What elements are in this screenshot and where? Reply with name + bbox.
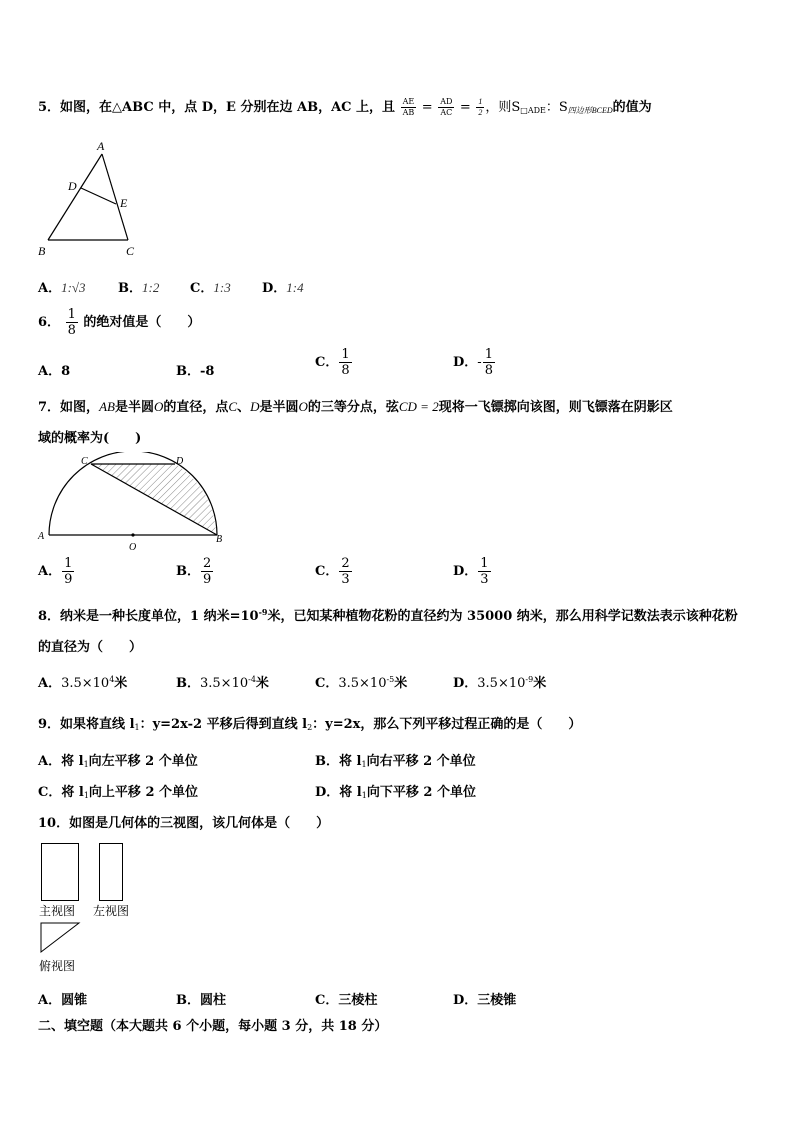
q5-triangle-figure — [36, 140, 146, 262]
q9-option-c[interactable]: C．将 $l_1$向上平移 2 个单位 — [38, 785, 199, 800]
q5-fraction-half: $\frac{1}{2}$ — [478, 97, 483, 117]
q6-option-d[interactable]: D．- $\frac{1}{8}$ — [453, 347, 493, 378]
q10-option-d[interactable]: D．三棱锥 — [453, 993, 517, 1008]
q5-option-a[interactable]: A．1:√3 — [38, 280, 86, 296]
q10-option-c[interactable]: C．三棱柱 — [315, 993, 378, 1008]
q5-label-a: A — [97, 140, 105, 153]
q10-left-view-rect — [99, 843, 123, 901]
q5-segment-de — [81, 188, 116, 204]
q8-option-d[interactable]: D．$3.5\times 10^{-9}$米 — [453, 675, 547, 691]
q7-label-c: C — [81, 456, 88, 467]
q6-option-c[interactable]: C． $\frac{1}{8}$ — [315, 347, 350, 378]
q8-option-a[interactable]: A．$3.5\times 10^4$米 — [38, 675, 128, 691]
q8-stem-line-2: 的直径为（ ） — [38, 640, 143, 655]
q10-option-a[interactable]: A．圆锥 — [38, 993, 88, 1008]
q5-text-1: 如图，在△ABC 中，点 D，E 分别在边 AB，AC 上，且 — [60, 100, 396, 115]
q6-text: 的绝对值是（ ） — [83, 315, 201, 330]
q10-left-view-label: 左视图 — [93, 904, 130, 918]
q5-option-b[interactable]: B．1:2 — [118, 280, 160, 296]
section-2-heading: 二、填空题（本大题共 6 个小题，每小题 3 分，共 18 分） — [38, 1019, 388, 1034]
q5-label-d: D — [68, 179, 77, 193]
q10-front-view-rect — [41, 843, 79, 901]
q5-label-c: C — [126, 244, 135, 258]
q7-option-c[interactable]: C． $\frac{2}{3}$ — [315, 556, 350, 587]
q10-stem: 10．如图是几何体的三视图，该几何体是（ ） — [38, 816, 330, 831]
q8-stem-line-1: 8．纳米是一种长度单位，1 纳米$=10^{-9}$米，已知某种植物花粉的直径约为 35000 纳米，那么用科学记数法表示该种花粉 — [38, 607, 738, 624]
q5-label-e: E — [120, 196, 128, 210]
q5-colon: ：S — [545, 100, 568, 115]
q5-fraction-ad-ac: $\frac{AD}{AC}$ — [440, 97, 453, 117]
q5-label-b: B — [38, 244, 46, 258]
q10-top-view-label: 俯视图 — [39, 959, 76, 973]
q6-number: 6． — [38, 315, 61, 330]
q8-option-b[interactable]: B．$3.5\times 10^{-4}$米 — [176, 675, 269, 691]
q7-option-b[interactable]: B． $\frac{2}{9}$ — [176, 556, 212, 587]
q7-semicircle-figure — [36, 452, 228, 552]
q7-stem-line-1: 7．如图，AB是半圆O的直径，点C、D是半圆O的三等分点，弦CD = 2现将一飞镖掷向该图，则飞镖落在阴影区 — [38, 399, 673, 415]
q5-option-c[interactable]: C．1:3 — [190, 280, 231, 296]
q7-label-a: A — [38, 531, 45, 542]
q7-option-d[interactable]: D． $\frac{1}{3}$ — [453, 556, 489, 587]
q5-number: 5． — [38, 100, 61, 115]
q5-option-d[interactable]: D．1:4 — [262, 280, 304, 296]
q6-fraction: $\frac{1}{8}$ — [67, 307, 76, 338]
q5-equals-1: = — [421, 100, 433, 115]
q5-side-ab — [48, 154, 102, 240]
q8-option-c[interactable]: C．$3.5\times 10^{-5}$米 — [315, 675, 408, 691]
q6-stem — [38, 308, 200, 337]
q9-option-d[interactable]: D．将 $l_1$向下平移 2 个单位 — [315, 785, 476, 800]
q10-front-view-label: 主视图 — [39, 904, 76, 918]
q5-text-2: ，则S — [485, 100, 521, 115]
q7-stem-line-2: 域的概率为( ) — [38, 431, 142, 446]
q7-label-d: D — [176, 456, 184, 467]
q9-option-b[interactable]: B．将 $l_1$向右平移 2 个单位 — [315, 754, 476, 769]
q10-option-b[interactable]: B．圆柱 — [176, 993, 227, 1008]
q9-stem: 9．如果将直线 $l_1$：y=2x-2 平移后得到直线 $l_2$：y=2x，那么下列平移过程正确的是（ ） — [38, 717, 582, 732]
q7-label-o: O — [129, 542, 137, 552]
q5-stem — [38, 96, 652, 117]
q5-fraction-ae-ab: $\frac{AE}{AB}$ — [402, 97, 415, 117]
q7-label-b: B — [216, 534, 223, 545]
q6-option-a[interactable]: A．8 — [38, 364, 71, 379]
q5-text-3: 的值为 — [612, 100, 652, 115]
q5-equals-2: = — [459, 100, 471, 115]
q9-option-a[interactable]: A．将 $l_1$向左平移 2 个单位 — [38, 754, 198, 769]
q7-center-point — [131, 533, 134, 536]
q5-sub-bced: 四边形BCED — [567, 106, 613, 115]
q10-top-view-triangle — [40, 922, 82, 954]
q5-sub-ade: □ADE — [520, 106, 546, 115]
q6-option-b[interactable]: B．-8 — [176, 364, 215, 379]
q7-option-a[interactable]: A． $\frac{1}{9}$ — [38, 556, 73, 587]
